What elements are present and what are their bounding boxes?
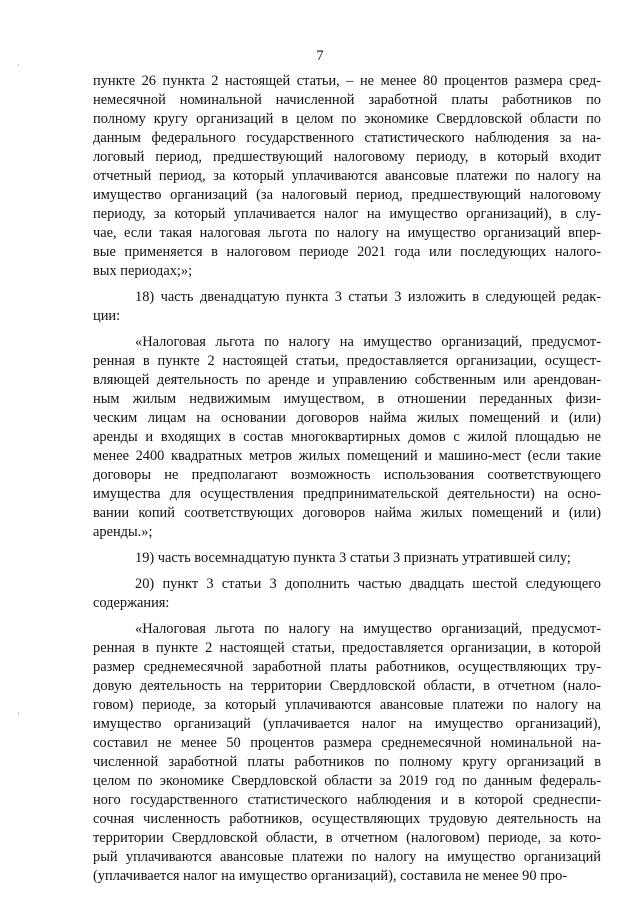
- text-line: «Налоговая льгота по налогу на имущество организаций, предусмот-: [135, 621, 601, 637]
- text-line: ции:: [93, 308, 121, 324]
- text-line: пункте 26 пункта 2 настоящей статьи, – не менее 80 процентов размера сред-: [93, 73, 601, 89]
- text-line: довую деятельность на территории Свердловской области, в отчетном (нало-: [93, 678, 601, 694]
- text-line: чае, если такая налоговая льгота по налогу на имущество организаций впер-: [93, 225, 601, 241]
- text-line: рый уплачиваются авансовые платежи по налогу на имущество организаций: [93, 849, 601, 865]
- text-line: логовый период, предшествующий налоговому периоду, в который входит: [93, 149, 601, 165]
- paragraph: [93, 72, 601, 281]
- text-line: полному кругу организаций в целом по экономике Свердловской области по: [93, 111, 601, 127]
- text-line: сочная численность работников, осуществляющих трудовую деятельность на: [93, 811, 601, 827]
- text-line: размер среднемесячной заработной платы работников, осуществляющих тру-: [93, 659, 601, 675]
- text-line: 18) часть двенадцатую пункта 3 статьи 3 изложить в следующей редак-: [135, 289, 601, 305]
- text-line: ческим лицам на основании договоров найма жилых помещений и (или): [93, 410, 601, 426]
- paragraph: [93, 333, 601, 542]
- paragraph: [93, 620, 601, 886]
- page-number: 7: [316, 48, 324, 64]
- paragraph: [93, 575, 601, 613]
- text-line: ного государственного статистического наблюдения и в которой среднеспи-: [93, 792, 601, 808]
- paragraph: [93, 288, 601, 326]
- text-line: ренная в пункте 2 настоящей статьи, предоставляется организации, осущест-: [93, 353, 601, 369]
- scan-mark: [18, 712, 19, 715]
- text-line: ным жилым недвижимым имуществом, в отношении переданных физи-: [93, 391, 601, 407]
- text-line: отчетный период, за который уплачиваются авансовые платежи по налогу на: [93, 168, 601, 184]
- text-line: договоры не предполагают возможность использования соответствующего: [93, 467, 601, 483]
- text-line: аренды и входящих в состав многоквартирных домов с жилой площадью не: [93, 429, 601, 445]
- text-line: говом) периоде, за который уплачиваются авансовые платежи по налогу на: [93, 697, 601, 713]
- text-line: «Налоговая льгота по налогу на имущество организаций, предусмот-: [135, 334, 601, 350]
- text-line: имущество организаций (уплачивается налог на имущество организаций),: [93, 716, 601, 732]
- text-line: содержания:: [93, 595, 170, 611]
- paragraph: [93, 549, 601, 568]
- text-line: составил не менее 50 процентов размера среднемесячной номинальной на-: [93, 735, 601, 751]
- text-line: ренная в пункте 2 настоящей статьи, предоставляется организации, в которой: [93, 640, 601, 656]
- text-line: 19) часть восемнадцатую пункта 3 статьи 3 признать утратившей силу;: [135, 550, 571, 566]
- text-line: менее 2400 квадратных метров жилых помещений и машино-мест (если такие: [93, 448, 601, 464]
- text-line: аренды.»;: [93, 524, 153, 540]
- text-line: немесячной номинальной начисленной заработной платы работников по: [93, 92, 601, 108]
- text-line: (уплачивается налог на имущество организаций), составила не менее 90 про-: [93, 868, 568, 884]
- text-line: имущества для осуществления предпринимательской деятельности) на осно-: [93, 486, 601, 502]
- text-line: целом по экономике Свердловской области за 2019 год по данным федераль-: [93, 773, 601, 789]
- text-line: вые применяется в налоговом периоде 2021 года или последующих налого-: [93, 244, 601, 260]
- text-line: данным федерального государственного статистического наблюдения за на-: [93, 130, 601, 146]
- text-line: территории Свердловской области, в отчетном (налоговом) периоде, за кото-: [93, 830, 601, 846]
- text-line: вании копий соответствующих договоров найма жилых помещений и (или): [93, 505, 601, 521]
- text-line: численной заработной платы работников по полному кругу организаций в: [93, 754, 601, 770]
- text-line: вляющей деятельность по аренде и управлению собственным или арендован-: [93, 372, 601, 388]
- text-line: периоду, за который уплачивается налог на имущество организаций), в слу-: [93, 206, 601, 222]
- text-line: имущество организаций (за налоговый период, предшествующий налоговому: [93, 187, 601, 203]
- document-body: [93, 72, 601, 886]
- text-line: 20) пункт 3 статьи 3 дополнить частью двадцать шестой следующего: [135, 576, 601, 592]
- text-line: вых периодах;»;: [93, 263, 193, 279]
